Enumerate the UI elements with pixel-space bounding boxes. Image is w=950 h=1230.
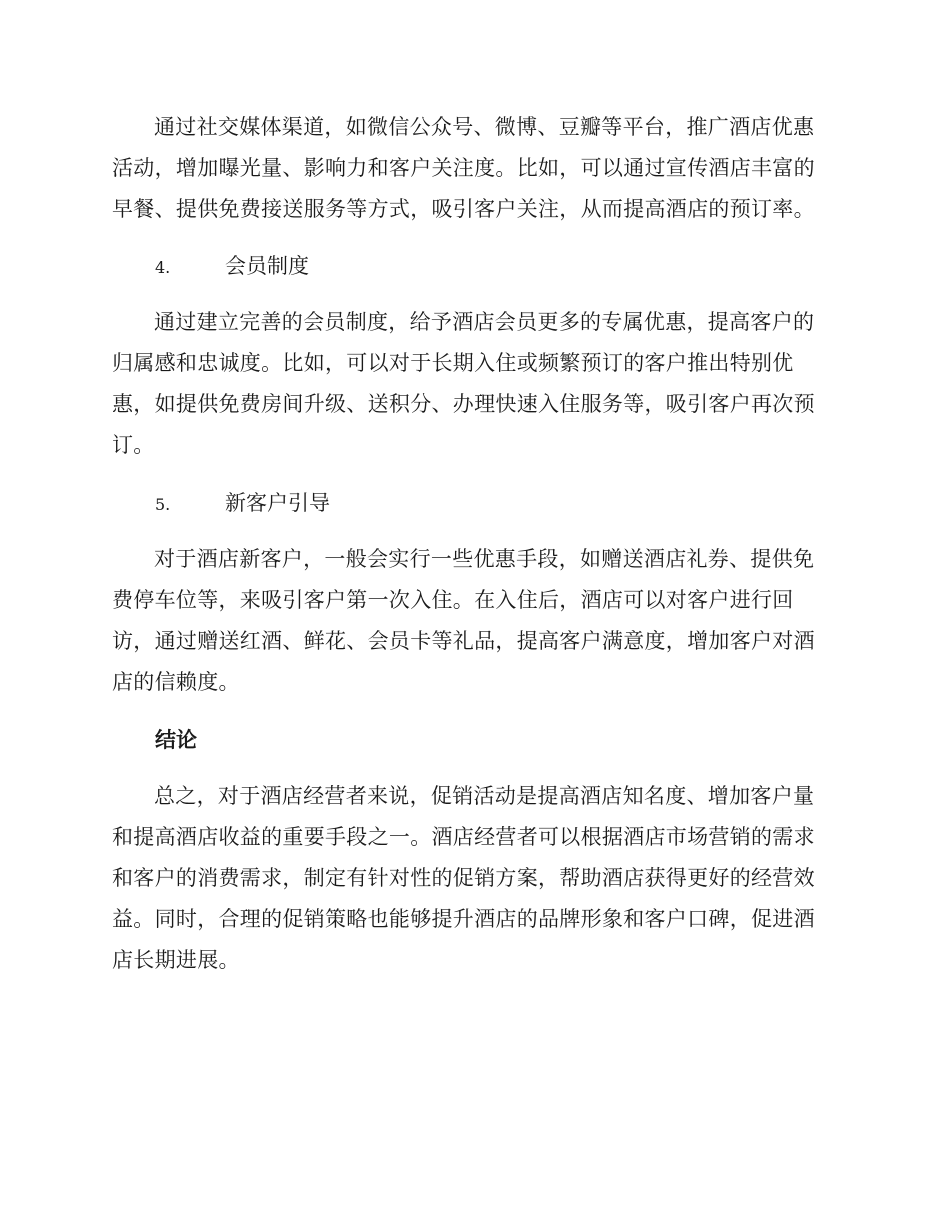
paragraph-membership: 通过建立完善的会员制度，给予酒店会员更多的专属优惠，提高客户的归属感和忠诚度。比如，可以对于长期入住或频繁预订的客户推出特别优惠，如提供免费房间升级、送积分、办理快速入住服务等，吸引客户再次预订。	[112, 310, 815, 457]
list-number: 5.	[155, 495, 171, 514]
list-heading-4	[155, 251, 309, 283]
list-heading-5	[155, 488, 330, 520]
section-heading-conclusion: 结论	[155, 727, 197, 752]
list-heading-label: 新客户引导	[225, 491, 330, 515]
paragraph-social-media: 通过社交媒体渠道，如微信公众号、微博、豆瓣等平台，推广酒店优惠活动，增加曝光量、影响力和客户关注度。比如，可以通过宣传酒店丰富的早餐、提供免费接送服务等方式，吸引客户关注，从而提高酒店的预订率。	[112, 115, 815, 221]
list-heading-label: 会员制度	[225, 254, 309, 278]
paragraph-new-customers: 对于酒店新客户，一般会实行一些优惠手段，如赠送酒店礼券、提供免费停车位等，来吸引客户第一次入住。在入住后，酒店可以对客户进行回访，通过赠送红酒、鲜花、会员卡等礼品，提高客户满意度，增加客户对酒店的信赖度。	[112, 547, 815, 694]
paragraph-conclusion: 总之，对于酒店经营者来说，促销活动是提高酒店知名度、增加客户量和提高酒店收益的重要手段之一。酒店经营者可以根据酒店市场营销的需求和客户的消费需求，制定有针对性的促销方案，帮助酒店获得更好的经营效益。同时，合理的促销策略也能够提升酒店的品牌形象和客户口碑，促进酒店长期进展。	[112, 784, 815, 972]
list-number: 4.	[155, 258, 171, 277]
